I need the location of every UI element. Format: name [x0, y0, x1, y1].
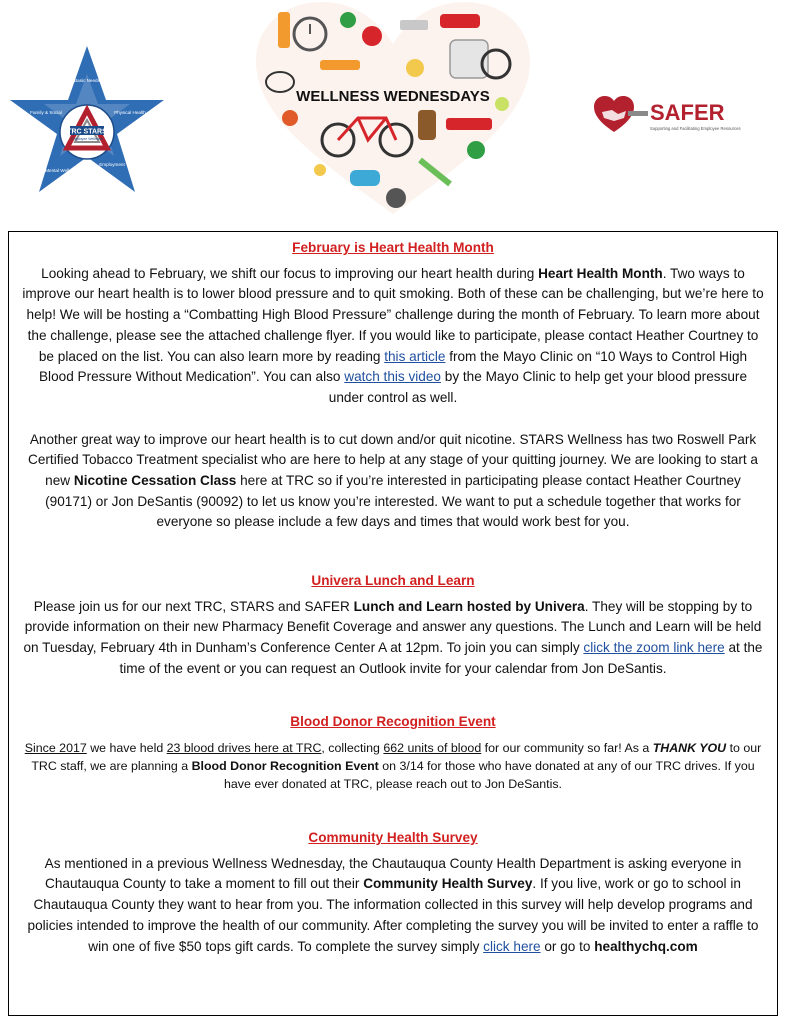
healthychq-site-text: healthychq.com	[594, 938, 698, 954]
watch-video-link[interactable]: watch this video	[344, 369, 441, 385]
underlined-text: 662 units of blood	[383, 740, 482, 755]
text-run: here at TRC so if you’re interested in participating please contact Heather Courtney (90171) or Jon DeSantis (90092) to let us know you’re interested. We want to put a schedule together that works for everyone so please include a few days and times that would work best for you.	[45, 473, 741, 530]
safer-logo-tagline: Supporting and Facilitating Employee Resources	[650, 126, 741, 131]
star-point-employment: Employment	[99, 162, 125, 167]
text-run: on 3/14 for those who have donated at any of our TRC drives. If you have ever donated at TRC, please reach out to Jon DeSantis.	[224, 758, 755, 791]
text-run: . If you live, work or go to school in Chautauqua County they want to hear from you. The information collected in this survey will help develop programs and policies intended to improve the health of our community. After completing the survey you will be invited to enter a raffle to win one of five $50 tops gift cards. To complete the survey simply	[27, 876, 759, 954]
section-blood-donor	[21, 712, 765, 793]
safer-logo-name: SAFER	[650, 100, 725, 125]
text-run: Looking ahead to February, we shift our focus to improving our heart health during	[41, 265, 539, 281]
text-run: . Two ways to improve our heart health is to lower blood pressure and to quit smoking. Both of these can be challenging, but we’re here to help! We will be hosting a “Combatting High Blood Pressure” challenge during the month of February. To learn more about the challenge, please see the attached challenge flyer. If you would like to participate, please contact Heather Courtney to be placed on the list. You can also learn more by reading	[22, 265, 764, 364]
survey-click-here-link[interactable]: click here	[483, 938, 541, 954]
newsletter-content-box	[8, 231, 778, 1016]
star-point-physical: Physical Health	[114, 110, 146, 115]
star-logo-center-text: TRC STARS	[67, 128, 107, 136]
heart-logo-title: WELLNESS WEDNESDAYS	[296, 88, 490, 105]
heart-month-paragraph-2	[21, 430, 765, 534]
section-title: Univera Lunch and Learn	[311, 573, 475, 588]
text-run: , collecting	[321, 740, 384, 755]
blood-donor-paragraph	[21, 739, 765, 793]
text-run: at the time of the event or you can request an Outlook invite for your calendar from Jon DeSantis.	[119, 640, 763, 676]
underlined-text: 23 blood drives here at TRC	[166, 740, 322, 755]
section-title: Community Health Survey	[308, 830, 478, 845]
section-community-health-survey	[21, 828, 765, 957]
this-article-link[interactable]: this article	[384, 348, 446, 364]
bold-text: Blood Donor Recognition Event	[191, 758, 379, 773]
star-point-mental: Mental Wellness	[45, 168, 79, 173]
text-run: for our community so far! As a	[481, 740, 653, 755]
section-univera-lunch-learn	[21, 571, 765, 680]
star-logo-center-sub: Employee Wellness	[71, 137, 103, 141]
star-point-family: Family & Social	[30, 110, 62, 115]
safer-logo	[592, 94, 772, 138]
section-title: February is Heart Health Month	[292, 240, 494, 255]
section-title: Blood Donor Recognition Event	[290, 714, 496, 729]
bold-text: Heart Health Month	[538, 265, 663, 281]
text-run: to our TRC staff, we are planning a	[31, 740, 762, 773]
bold-text: Lunch and Learn hosted by Univera	[353, 598, 585, 614]
survey-paragraph	[21, 854, 765, 958]
section-heart-health-month	[21, 238, 765, 533]
bold-text: Nicotine Cessation Class	[73, 473, 237, 489]
thank-you-text: THANK YOU	[652, 740, 727, 755]
star-point-basic-needs: Basic Needs	[74, 78, 100, 83]
heart-month-paragraph-1	[21, 264, 765, 409]
text-run: from the Mayo Clinic on “10 Ways to Control High Blood Pressure Without Medication”. You can also	[38, 348, 748, 385]
text-run: Please join us for our next TRC, STARS and SAFER	[33, 598, 354, 614]
text-run: by the Mayo Clinic to help get your blood pressure under control as well.	[328, 369, 748, 405]
trc-stars-logo	[6, 44, 168, 196]
text-run: As mentioned in a previous Wellness Wednesday, the Chautauqua County Health Department is asking everyone in Chautauqua County to take a moment to fill out their	[44, 855, 742, 892]
univera-paragraph	[21, 597, 765, 680]
header	[0, 0, 796, 228]
bold-text: Community Health Survey	[363, 876, 533, 892]
text-run: . They will be stopping by to provide information on their new Pharmacy Benefit Coverage and answer any questions. The Lunch and Learn will be held on Tuesday, February 4th in Dunham’s Conference Center A at 12pm. To join you can simply	[23, 598, 762, 656]
wellness-wednesdays-heart-logo	[250, 0, 536, 216]
text-run: or go to	[540, 938, 595, 954]
text-run: we have held	[86, 740, 167, 755]
text-run: Another great way to improve our heart health is to cut down and/or quit nicotine. STARS Wellness has two Roswell Park Certified Tobacco Treatment specialist who are here to help at any stage of your quitting journey. We are looking to start a new	[28, 431, 758, 489]
underlined-text: Since 2017	[24, 740, 87, 755]
zoom-link[interactable]: click the zoom link here	[583, 640, 725, 656]
